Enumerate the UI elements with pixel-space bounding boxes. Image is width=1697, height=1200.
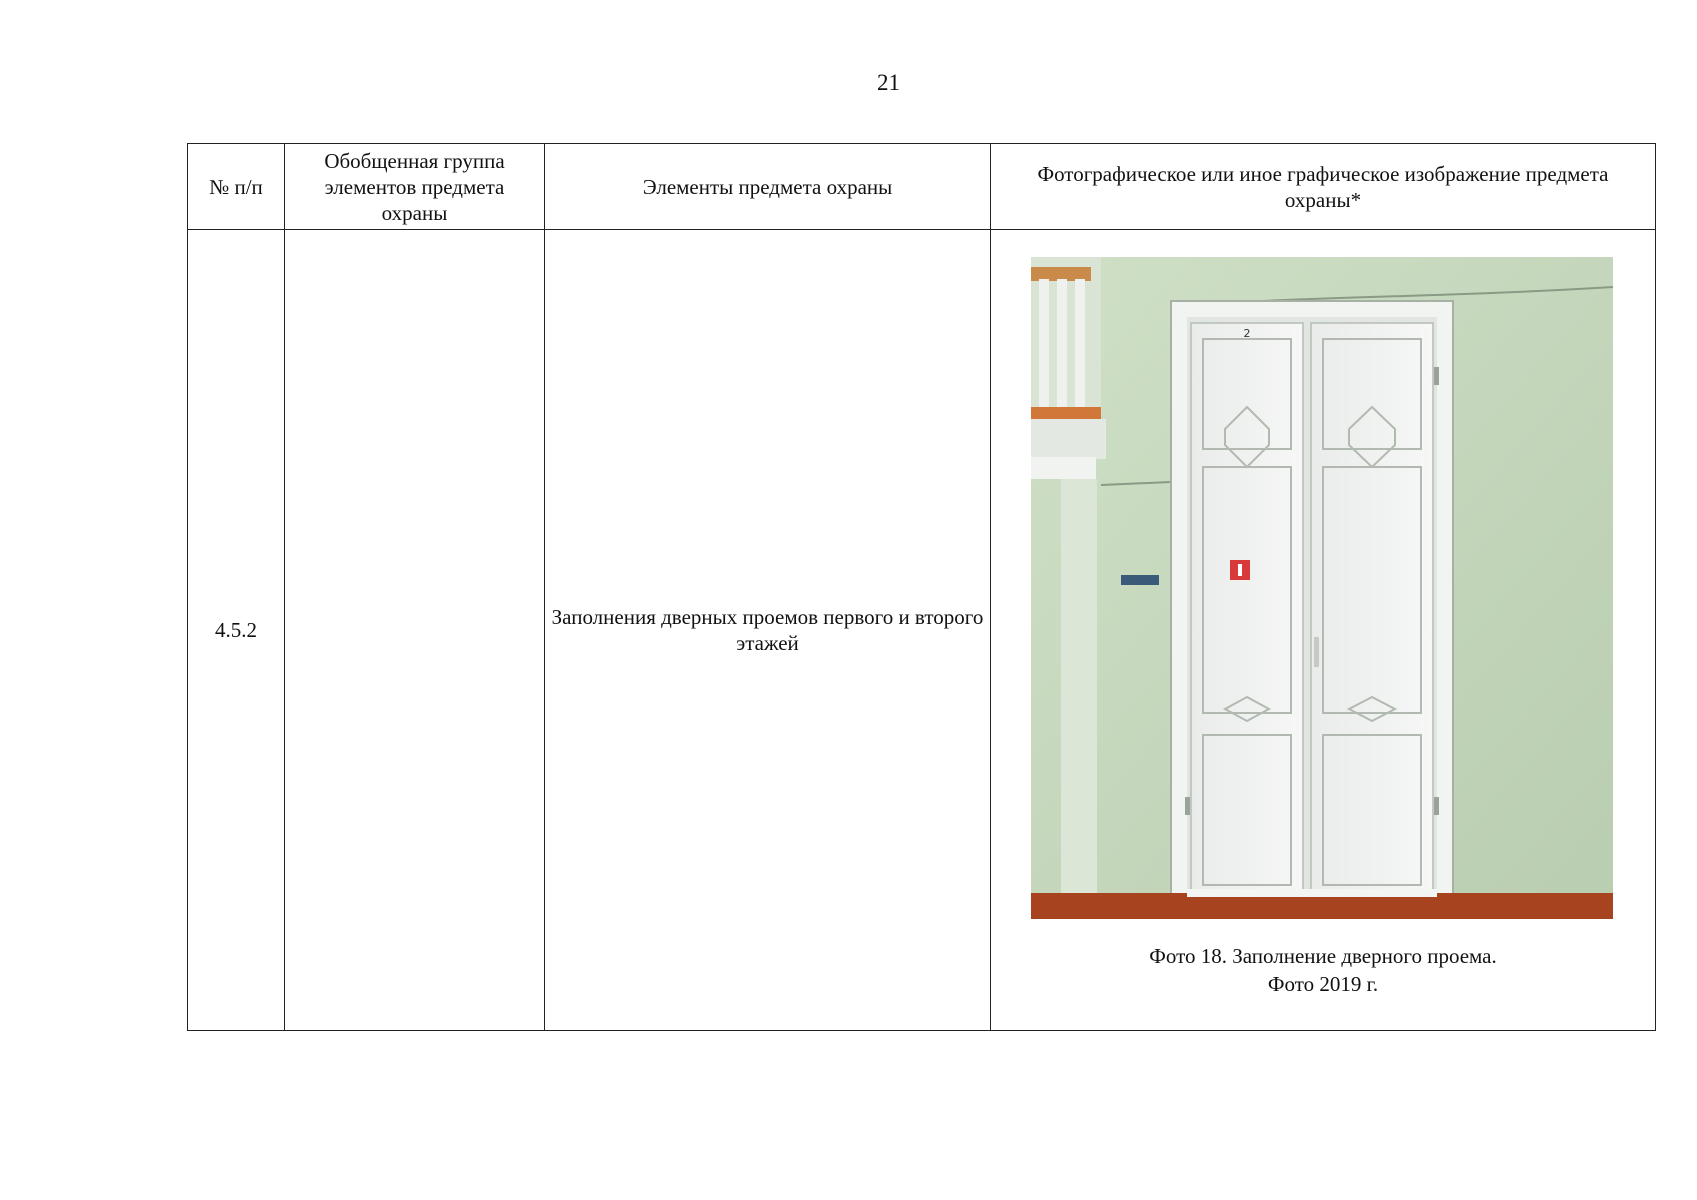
cell-number: 4.5.2: [188, 230, 285, 1031]
table-row: [188, 230, 1656, 1031]
header-elements: Элементы предмета охраны: [545, 144, 991, 230]
photo-caption-line1: Фото 18. Заполнение дверного проема.: [1149, 944, 1497, 968]
door-number-label: 2: [1243, 327, 1251, 340]
cell-element: Заполнения дверных проемов первого и второго этажей: [545, 230, 991, 1031]
cell-group: [285, 230, 545, 1031]
cell-photo: [991, 230, 1656, 1031]
photo-caption-line2: Фото 2019 г.: [1267, 972, 1379, 996]
door-photo: [1031, 257, 1613, 919]
header-group: Обобщенная группа элементов предмета охраны: [285, 144, 545, 230]
photo-caption: [991, 942, 1655, 998]
table-header-row: [188, 144, 1656, 230]
header-number: № п/п: [188, 144, 285, 230]
page-number: 21: [877, 70, 900, 95]
protection-table: [187, 143, 1656, 1031]
header-photo: Фотографическое или иное графическое изображение предмета охраны*: [991, 144, 1656, 230]
